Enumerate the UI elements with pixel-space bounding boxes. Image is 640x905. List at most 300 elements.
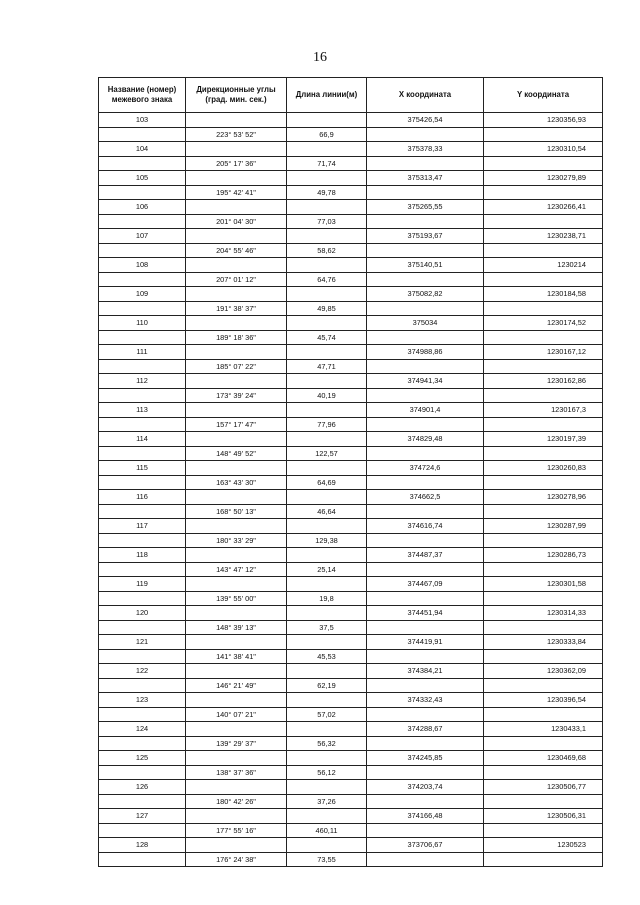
line-length: 37,26 bbox=[287, 794, 367, 809]
boundary-coordinates-table bbox=[98, 77, 603, 867]
empty-cell bbox=[99, 417, 186, 432]
x-coordinate: 375193,67 bbox=[367, 229, 484, 244]
empty-cell bbox=[287, 490, 367, 505]
direction-angle: 138° 37' 36" bbox=[186, 765, 287, 780]
direction-angle: 177° 55' 16" bbox=[186, 823, 287, 838]
line-row bbox=[99, 852, 603, 867]
point-name: 124 bbox=[99, 722, 186, 737]
x-coordinate: 374332,43 bbox=[367, 693, 484, 708]
empty-cell bbox=[287, 809, 367, 824]
empty-cell bbox=[484, 504, 603, 519]
line-row bbox=[99, 272, 603, 287]
empty-cell bbox=[99, 156, 186, 171]
point-row bbox=[99, 548, 603, 563]
line-row bbox=[99, 794, 603, 809]
empty-cell bbox=[99, 678, 186, 693]
empty-cell bbox=[99, 272, 186, 287]
point-name: 118 bbox=[99, 548, 186, 563]
point-row bbox=[99, 229, 603, 244]
empty-cell bbox=[484, 330, 603, 345]
empty-cell bbox=[287, 229, 367, 244]
point-name: 127 bbox=[99, 809, 186, 824]
empty-cell bbox=[99, 707, 186, 722]
direction-angle: 148° 49' 52" bbox=[186, 446, 287, 461]
empty-cell bbox=[99, 446, 186, 461]
line-length: 47,71 bbox=[287, 359, 367, 374]
y-coordinate: 1230279,89 bbox=[484, 171, 603, 186]
table-body bbox=[99, 113, 603, 867]
line-length: 56,12 bbox=[287, 765, 367, 780]
empty-cell bbox=[367, 649, 484, 664]
y-coordinate: 1230214 bbox=[484, 258, 603, 273]
empty-cell bbox=[484, 852, 603, 867]
empty-cell bbox=[367, 185, 484, 200]
direction-angle: 141° 38' 41" bbox=[186, 649, 287, 664]
x-coordinate: 374941,34 bbox=[367, 374, 484, 389]
empty-cell bbox=[99, 330, 186, 345]
empty-cell bbox=[287, 548, 367, 563]
empty-cell bbox=[484, 272, 603, 287]
empty-cell bbox=[367, 736, 484, 751]
y-coordinate: 1230238,71 bbox=[484, 229, 603, 244]
direction-angle: 191° 38' 37" bbox=[186, 301, 287, 316]
empty-cell bbox=[367, 852, 484, 867]
direction-angle: 140° 07' 21" bbox=[186, 707, 287, 722]
line-length: 62,19 bbox=[287, 678, 367, 693]
direction-angle: 185° 07' 22" bbox=[186, 359, 287, 374]
empty-cell bbox=[186, 113, 287, 128]
x-coordinate: 374988,86 bbox=[367, 345, 484, 360]
empty-cell bbox=[99, 475, 186, 490]
point-row bbox=[99, 664, 603, 679]
x-coordinate: 375378,33 bbox=[367, 142, 484, 157]
y-coordinate: 1230523 bbox=[484, 838, 603, 853]
page-number: 16 bbox=[313, 50, 327, 65]
header-line-length: Длина линии(м) bbox=[287, 78, 367, 113]
empty-cell bbox=[484, 736, 603, 751]
line-row bbox=[99, 649, 603, 664]
empty-cell bbox=[484, 765, 603, 780]
direction-angle: 223° 53' 52" bbox=[186, 127, 287, 142]
direction-angle: 180° 33' 29" bbox=[186, 533, 287, 548]
empty-cell bbox=[367, 765, 484, 780]
point-name: 108 bbox=[99, 258, 186, 273]
empty-cell bbox=[186, 287, 287, 302]
point-name: 106 bbox=[99, 200, 186, 215]
direction-angle: 180° 42' 26" bbox=[186, 794, 287, 809]
line-length: 64,76 bbox=[287, 272, 367, 287]
empty-cell bbox=[367, 446, 484, 461]
empty-cell bbox=[186, 200, 287, 215]
x-coordinate: 375034 bbox=[367, 316, 484, 331]
line-length: 460,11 bbox=[287, 823, 367, 838]
empty-cell bbox=[287, 113, 367, 128]
empty-cell bbox=[99, 794, 186, 809]
point-name: 119 bbox=[99, 577, 186, 592]
empty-cell bbox=[367, 127, 484, 142]
empty-cell bbox=[367, 388, 484, 403]
line-row bbox=[99, 301, 603, 316]
point-row bbox=[99, 171, 603, 186]
empty-cell bbox=[367, 214, 484, 229]
point-row bbox=[99, 635, 603, 650]
direction-angle: 148° 39' 13" bbox=[186, 620, 287, 635]
point-row bbox=[99, 490, 603, 505]
y-coordinate: 1230287,99 bbox=[484, 519, 603, 534]
empty-cell bbox=[484, 359, 603, 374]
empty-cell bbox=[367, 562, 484, 577]
y-coordinate: 1230301,58 bbox=[484, 577, 603, 592]
empty-cell bbox=[186, 374, 287, 389]
point-name: 103 bbox=[99, 113, 186, 128]
direction-angle: 189° 18' 36" bbox=[186, 330, 287, 345]
x-coordinate: 375265,55 bbox=[367, 200, 484, 215]
point-name: 105 bbox=[99, 171, 186, 186]
y-coordinate: 1230167,12 bbox=[484, 345, 603, 360]
empty-cell bbox=[186, 606, 287, 621]
empty-cell bbox=[367, 301, 484, 316]
empty-cell bbox=[287, 722, 367, 737]
x-coordinate: 374467,09 bbox=[367, 577, 484, 592]
empty-cell bbox=[186, 635, 287, 650]
direction-angle: 195° 42' 41" bbox=[186, 185, 287, 200]
empty-cell bbox=[186, 664, 287, 679]
point-name: 112 bbox=[99, 374, 186, 389]
empty-cell bbox=[99, 533, 186, 548]
line-row bbox=[99, 765, 603, 780]
point-name: 114 bbox=[99, 432, 186, 447]
empty-cell bbox=[287, 403, 367, 418]
empty-cell bbox=[186, 490, 287, 505]
line-row bbox=[99, 533, 603, 548]
direction-angle: 143° 47' 12" bbox=[186, 562, 287, 577]
empty-cell bbox=[99, 504, 186, 519]
point-name: 109 bbox=[99, 287, 186, 302]
x-coordinate: 375313,47 bbox=[367, 171, 484, 186]
line-row bbox=[99, 127, 603, 142]
point-row bbox=[99, 316, 603, 331]
line-row bbox=[99, 185, 603, 200]
point-name: 121 bbox=[99, 635, 186, 650]
empty-cell bbox=[484, 301, 603, 316]
empty-cell bbox=[99, 620, 186, 635]
empty-cell bbox=[99, 736, 186, 751]
x-coordinate: 375082,82 bbox=[367, 287, 484, 302]
point-name: 113 bbox=[99, 403, 186, 418]
line-length: 77,03 bbox=[287, 214, 367, 229]
empty-cell bbox=[484, 794, 603, 809]
empty-cell bbox=[484, 533, 603, 548]
point-row bbox=[99, 345, 603, 360]
line-row bbox=[99, 214, 603, 229]
empty-cell bbox=[367, 707, 484, 722]
line-length: 77,96 bbox=[287, 417, 367, 432]
empty-cell bbox=[367, 504, 484, 519]
y-coordinate: 1230396,54 bbox=[484, 693, 603, 708]
empty-cell bbox=[287, 258, 367, 273]
x-coordinate: 374829,48 bbox=[367, 432, 484, 447]
line-length: 45,74 bbox=[287, 330, 367, 345]
empty-cell bbox=[186, 751, 287, 766]
empty-cell bbox=[99, 823, 186, 838]
point-row bbox=[99, 374, 603, 389]
empty-cell bbox=[367, 475, 484, 490]
empty-cell bbox=[186, 838, 287, 853]
empty-cell bbox=[367, 620, 484, 635]
x-coordinate: 374616,74 bbox=[367, 519, 484, 534]
empty-cell bbox=[484, 620, 603, 635]
empty-cell bbox=[484, 388, 603, 403]
empty-cell bbox=[484, 475, 603, 490]
empty-cell bbox=[287, 577, 367, 592]
empty-cell bbox=[484, 127, 603, 142]
x-coordinate: 374724,6 bbox=[367, 461, 484, 476]
empty-cell bbox=[484, 591, 603, 606]
point-row bbox=[99, 693, 603, 708]
header-direction-angle: Дирекционные углы (град. мин. сек.) bbox=[186, 78, 287, 113]
point-name: 123 bbox=[99, 693, 186, 708]
point-name: 107 bbox=[99, 229, 186, 244]
empty-cell bbox=[367, 823, 484, 838]
line-length: 66,9 bbox=[287, 127, 367, 142]
empty-cell bbox=[287, 635, 367, 650]
line-length: 58,62 bbox=[287, 243, 367, 258]
line-row bbox=[99, 330, 603, 345]
empty-cell bbox=[367, 359, 484, 374]
line-row bbox=[99, 475, 603, 490]
point-name: 111 bbox=[99, 345, 186, 360]
y-coordinate: 1230162,86 bbox=[484, 374, 603, 389]
y-coordinate: 1230167,3 bbox=[484, 403, 603, 418]
empty-cell bbox=[186, 519, 287, 534]
line-row bbox=[99, 388, 603, 403]
y-coordinate: 1230469,68 bbox=[484, 751, 603, 766]
empty-cell bbox=[484, 243, 603, 258]
y-coordinate: 1230433,1 bbox=[484, 722, 603, 737]
direction-angle: 205° 17' 36" bbox=[186, 156, 287, 171]
empty-cell bbox=[99, 562, 186, 577]
x-coordinate: 375140,51 bbox=[367, 258, 484, 273]
empty-cell bbox=[99, 243, 186, 258]
empty-cell bbox=[367, 330, 484, 345]
empty-cell bbox=[99, 214, 186, 229]
line-row bbox=[99, 417, 603, 432]
line-row bbox=[99, 156, 603, 171]
empty-cell bbox=[186, 229, 287, 244]
empty-cell bbox=[484, 417, 603, 432]
empty-cell bbox=[186, 461, 287, 476]
y-coordinate: 1230184,58 bbox=[484, 287, 603, 302]
empty-cell bbox=[287, 345, 367, 360]
x-coordinate: 375426,54 bbox=[367, 113, 484, 128]
x-coordinate: 374288,67 bbox=[367, 722, 484, 737]
header-x-coordinate: X координата bbox=[367, 78, 484, 113]
empty-cell bbox=[287, 606, 367, 621]
line-row bbox=[99, 243, 603, 258]
empty-cell bbox=[186, 432, 287, 447]
y-coordinate: 1230266,41 bbox=[484, 200, 603, 215]
x-coordinate: 373706,67 bbox=[367, 838, 484, 853]
line-length: 19,8 bbox=[287, 591, 367, 606]
empty-cell bbox=[287, 374, 367, 389]
empty-cell bbox=[99, 852, 186, 867]
point-name: 126 bbox=[99, 780, 186, 795]
header-y-coordinate: Y координата bbox=[484, 78, 603, 113]
header-point-name: Название (номер) межевого знака bbox=[99, 78, 186, 113]
point-row bbox=[99, 780, 603, 795]
line-length: 64,69 bbox=[287, 475, 367, 490]
direction-angle: 176° 24' 38" bbox=[186, 852, 287, 867]
direction-angle: 173° 39' 24" bbox=[186, 388, 287, 403]
empty-cell bbox=[186, 809, 287, 824]
point-row bbox=[99, 142, 603, 157]
point-row bbox=[99, 838, 603, 853]
x-coordinate: 374166,48 bbox=[367, 809, 484, 824]
empty-cell bbox=[287, 519, 367, 534]
empty-cell bbox=[186, 403, 287, 418]
point-name: 104 bbox=[99, 142, 186, 157]
point-row bbox=[99, 606, 603, 621]
line-length: 45,53 bbox=[287, 649, 367, 664]
empty-cell bbox=[186, 577, 287, 592]
line-row bbox=[99, 823, 603, 838]
x-coordinate: 374901,4 bbox=[367, 403, 484, 418]
empty-cell bbox=[99, 388, 186, 403]
line-row bbox=[99, 562, 603, 577]
line-row bbox=[99, 736, 603, 751]
empty-cell bbox=[484, 649, 603, 664]
point-name: 128 bbox=[99, 838, 186, 853]
point-row bbox=[99, 809, 603, 824]
line-length: 73,55 bbox=[287, 852, 367, 867]
empty-cell bbox=[287, 838, 367, 853]
y-coordinate: 1230197,39 bbox=[484, 432, 603, 447]
point-row bbox=[99, 258, 603, 273]
y-coordinate: 1230310,54 bbox=[484, 142, 603, 157]
y-coordinate: 1230362,09 bbox=[484, 664, 603, 679]
point-row bbox=[99, 577, 603, 592]
empty-cell bbox=[367, 243, 484, 258]
empty-cell bbox=[186, 780, 287, 795]
point-row bbox=[99, 519, 603, 534]
direction-angle: 204° 55' 46" bbox=[186, 243, 287, 258]
line-length: 40,19 bbox=[287, 388, 367, 403]
empty-cell bbox=[287, 287, 367, 302]
empty-cell bbox=[484, 156, 603, 171]
y-coordinate: 1230286,73 bbox=[484, 548, 603, 563]
direction-angle: 207° 01' 12" bbox=[186, 272, 287, 287]
empty-cell bbox=[99, 765, 186, 780]
line-length: 37,5 bbox=[287, 620, 367, 635]
y-coordinate: 1230506,31 bbox=[484, 809, 603, 824]
empty-cell bbox=[367, 533, 484, 548]
empty-cell bbox=[287, 142, 367, 157]
point-row bbox=[99, 751, 603, 766]
empty-cell bbox=[367, 794, 484, 809]
empty-cell bbox=[287, 780, 367, 795]
y-coordinate: 1230260,83 bbox=[484, 461, 603, 476]
direction-angle: 139° 55' 00" bbox=[186, 591, 287, 606]
line-length: 71,74 bbox=[287, 156, 367, 171]
line-length: 56,32 bbox=[287, 736, 367, 751]
line-length: 129,38 bbox=[287, 533, 367, 548]
line-length: 49,78 bbox=[287, 185, 367, 200]
line-length: 122,57 bbox=[287, 446, 367, 461]
empty-cell bbox=[186, 316, 287, 331]
empty-cell bbox=[287, 316, 367, 331]
line-row bbox=[99, 446, 603, 461]
empty-cell bbox=[367, 417, 484, 432]
x-coordinate: 374203,74 bbox=[367, 780, 484, 795]
x-coordinate: 374245,85 bbox=[367, 751, 484, 766]
point-row bbox=[99, 113, 603, 128]
point-row bbox=[99, 722, 603, 737]
x-coordinate: 374384,21 bbox=[367, 664, 484, 679]
point-name: 110 bbox=[99, 316, 186, 331]
line-length: 46,64 bbox=[287, 504, 367, 519]
empty-cell bbox=[287, 461, 367, 476]
direction-angle: 163° 43' 30" bbox=[186, 475, 287, 490]
line-row bbox=[99, 678, 603, 693]
empty-cell bbox=[367, 272, 484, 287]
point-name: 117 bbox=[99, 519, 186, 534]
table-header-row bbox=[99, 78, 603, 113]
line-row bbox=[99, 620, 603, 635]
empty-cell bbox=[186, 258, 287, 273]
y-coordinate: 1230314,33 bbox=[484, 606, 603, 621]
y-coordinate: 1230356,93 bbox=[484, 113, 603, 128]
point-name: 122 bbox=[99, 664, 186, 679]
empty-cell bbox=[484, 214, 603, 229]
y-coordinate: 1230333,84 bbox=[484, 635, 603, 650]
empty-cell bbox=[186, 693, 287, 708]
empty-cell bbox=[287, 751, 367, 766]
empty-cell bbox=[287, 432, 367, 447]
empty-cell bbox=[99, 185, 186, 200]
direction-angle: 157° 17' 47" bbox=[186, 417, 287, 432]
empty-cell bbox=[99, 591, 186, 606]
x-coordinate: 374487,37 bbox=[367, 548, 484, 563]
point-name: 120 bbox=[99, 606, 186, 621]
point-name: 116 bbox=[99, 490, 186, 505]
x-coordinate: 374419,91 bbox=[367, 635, 484, 650]
y-coordinate: 1230174,52 bbox=[484, 316, 603, 331]
empty-cell bbox=[367, 156, 484, 171]
empty-cell bbox=[484, 446, 603, 461]
point-row bbox=[99, 461, 603, 476]
empty-cell bbox=[99, 127, 186, 142]
point-row bbox=[99, 403, 603, 418]
empty-cell bbox=[287, 693, 367, 708]
empty-cell bbox=[484, 185, 603, 200]
line-length: 49,85 bbox=[287, 301, 367, 316]
empty-cell bbox=[484, 823, 603, 838]
empty-cell bbox=[186, 345, 287, 360]
point-row bbox=[99, 432, 603, 447]
line-row bbox=[99, 359, 603, 374]
direction-angle: 139° 29' 37" bbox=[186, 736, 287, 751]
empty-cell bbox=[287, 171, 367, 186]
point-row bbox=[99, 200, 603, 215]
empty-cell bbox=[99, 649, 186, 664]
empty-cell bbox=[186, 142, 287, 157]
empty-cell bbox=[484, 562, 603, 577]
empty-cell bbox=[186, 548, 287, 563]
point-row bbox=[99, 287, 603, 302]
line-length: 25,14 bbox=[287, 562, 367, 577]
point-name: 125 bbox=[99, 751, 186, 766]
line-row bbox=[99, 591, 603, 606]
